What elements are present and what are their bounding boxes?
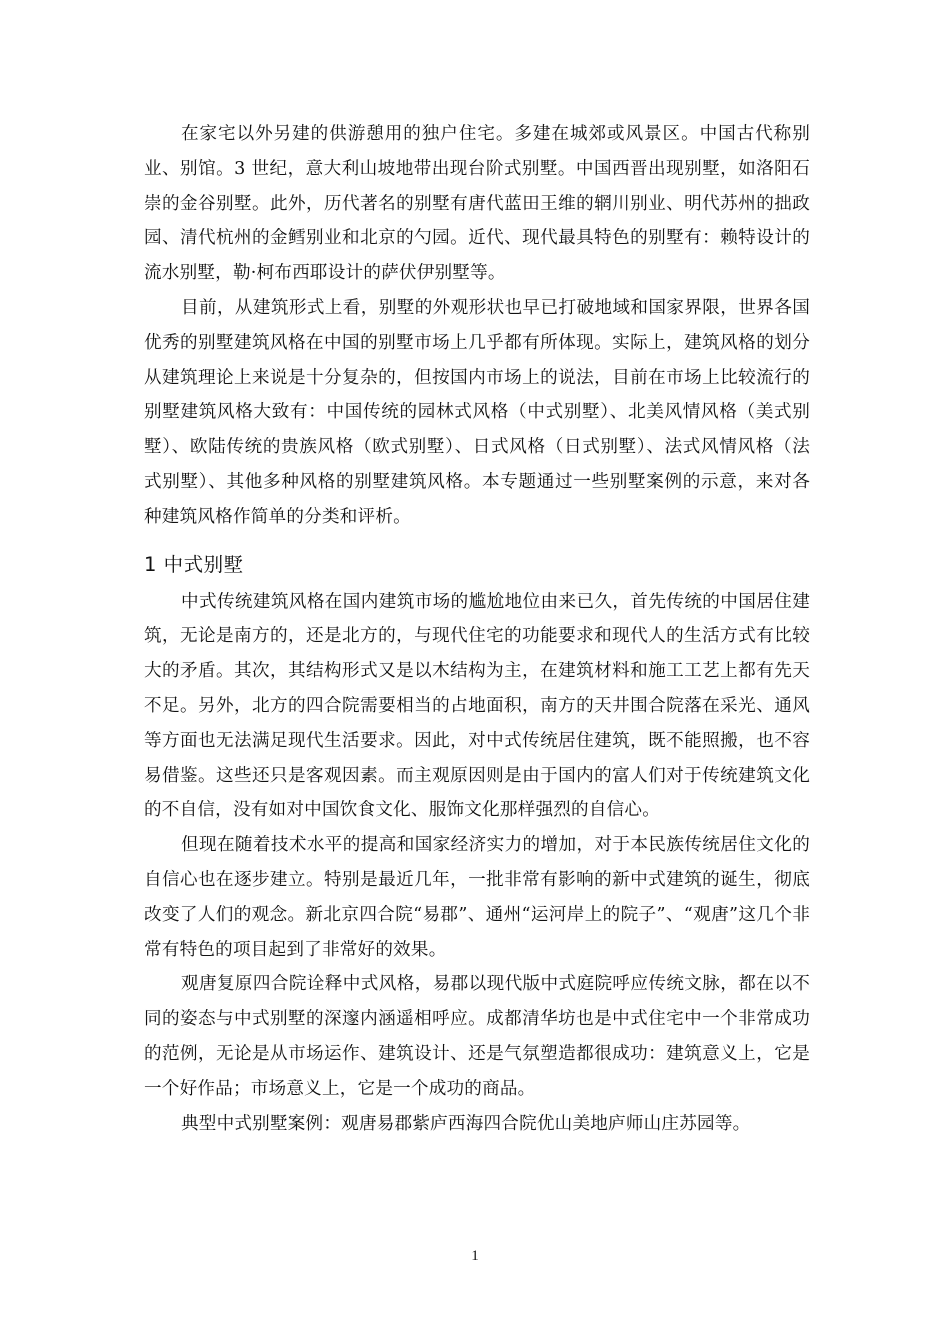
section-paragraph-1: 中式传统建筑风格在国内建筑市场的尴尬地位由来已久，首先传统的中国居住建筑，无论是南方的，还是北方的，与现代住宅的功能要求和现代人的生活方式有比较大的矛盾。其次，其结构形式又是以木结构为主，在建筑材料和施工工艺上都有先天不足。另外，北方的四合院需要相当的占地面积，南方的天井围合院落在采光、通风等方面也无法满足现代生活要求。因此，对中式传统居住建筑，既不能照搬，也不容易借鉴。这些还只是客观因素。而主观原因则是由于国内的富人们对于传统建筑文化的不自信，没有如对中国饮食文化、服饰文化那样强烈的自信心。 [144,591,810,821]
document-body [144,117,810,1141]
section-paragraph-3: 观唐复原四合院诠释中式风格，易郡以现代版中式庭院呼应传统文脉，都在以不同的姿态与中式别墅的深邃内涵遥相呼应。成都清华坊也是中式住宅中一个非常成功的范例，无论是从市场运作、建筑设计、还是气氛塑造都很成功：建筑意义上，它是一个好作品；市场意义上，它是一个成功的商品。 [144,974,810,1099]
intro-paragraph-2: 目前，从建筑形式上看，别墅的外观形状也早已打破地域和国家界限，世界各国优秀的别墅建筑风格在中国的别墅市场上几乎都有所体现。实际上，建筑风格的划分从建筑理论上来说是十分复杂的，但按国内市场上的说法，目前在市场上比较流行的别墅建筑风格大致有：中国传统的园林式风格（中式别墅）、北美风情风格（美式别墅）、欧陆传统的贵族风格（欧式别墅）、日式风格（日式别墅）、法式风情风格（法式别墅）、其他多种风格的别墅建筑风格。本专题通过一些别墅案例的示意，来对各种建筑风格作简单的分类和评析。 [144,297,810,527]
section-paragraph-2: 但现在随着技术水平的提高和国家经济实力的增加，对于本民族传统居住文化的自信心也在逐步建立。特别是最近几年，一批非常有影响的新中式建筑的诞生，彻底改变了人们的观念。新北京四合院“易郡”、通州“运河岸上的院子”、“观唐”这几个非常有特色的项目起到了非常好的效果。 [144,835,810,960]
intro-paragraph-1: 在家宅以外另建的供游憩用的独户住宅。多建在城郊或风景区。中国古代称别业、别馆。3 世纪，意大利山坡地带出现台阶式别墅。中国西晋出现别墅，如洛阳石崇的金谷别墅。此外，历代著名的别墅有唐代蓝田王维的辋川别业、明代苏州的拙政园、清代杭州的金鳕别业和北京的勺园。近代、现代最具特色的别墅有：赖特设计的流水别墅，勒·柯布西耶设计的萨伏伊别墅等。 [144,124,810,284]
page-number: 1 [471,1248,479,1264]
section-paragraph-4: 典型中式别墅案例：观唐易郡紫庐西海四合院优山美地庐师山庄苏园等。 [181,1113,751,1134]
section-heading: 1 中式别墅 [144,552,244,576]
